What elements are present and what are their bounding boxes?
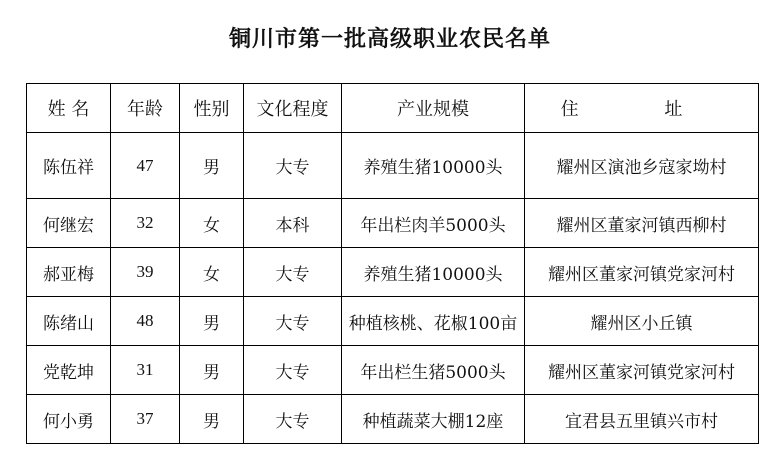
cell-age: 37 bbox=[111, 395, 180, 444]
cell-scale: 种植核桃、花椒100亩 bbox=[342, 297, 525, 346]
cell-name: 何小勇 bbox=[27, 395, 111, 444]
cell-age: 47 bbox=[111, 133, 180, 199]
cell-name: 陈绪山 bbox=[27, 297, 111, 346]
cell-education: 大专 bbox=[244, 297, 342, 346]
cell-name: 郝亚梅 bbox=[27, 248, 111, 297]
column-header-address: 住 址 bbox=[525, 84, 759, 133]
cell-scale: 养殖生猪10000头 bbox=[342, 248, 525, 297]
cell-age: 48 bbox=[111, 297, 180, 346]
table-row bbox=[27, 346, 759, 395]
cell-gender: 男 bbox=[180, 297, 244, 346]
cell-scale: 养殖生猪10000头 bbox=[342, 133, 525, 199]
table-header-row bbox=[27, 84, 759, 133]
cell-address: 耀州区小丘镇 bbox=[525, 297, 759, 346]
cell-address: 耀州区董家河镇党家河村 bbox=[525, 248, 759, 297]
cell-age: 39 bbox=[111, 248, 180, 297]
cell-gender: 男 bbox=[180, 346, 244, 395]
cell-age: 31 bbox=[111, 346, 180, 395]
cell-education: 大专 bbox=[244, 133, 342, 199]
cell-education: 大专 bbox=[244, 248, 342, 297]
cell-address: 耀州区董家河镇西柳村 bbox=[525, 199, 759, 248]
column-header-gender: 性别 bbox=[180, 84, 244, 133]
table-row bbox=[27, 395, 759, 444]
cell-address: 耀州区董家河镇党家河村 bbox=[525, 346, 759, 395]
table-row bbox=[27, 133, 759, 199]
cell-name: 何继宏 bbox=[27, 199, 111, 248]
column-header-age: 年龄 bbox=[111, 84, 180, 133]
cell-scale: 年出栏生猪5000头 bbox=[342, 346, 525, 395]
cell-gender: 女 bbox=[180, 248, 244, 297]
cell-name: 党乾坤 bbox=[27, 346, 111, 395]
cell-gender: 女 bbox=[180, 199, 244, 248]
column-header-education: 文化程度 bbox=[244, 84, 342, 133]
column-header-scale: 产业规模 bbox=[342, 84, 525, 133]
cell-scale: 年出栏肉羊5000头 bbox=[342, 199, 525, 248]
cell-age: 32 bbox=[111, 199, 180, 248]
table-row bbox=[27, 297, 759, 346]
cell-address: 宜君县五里镇兴市村 bbox=[525, 395, 759, 444]
cell-address: 耀州区演池乡寇家坳村 bbox=[525, 133, 759, 199]
document-title: 铜川市第一批高级职业农民名单 bbox=[228, 27, 551, 52]
cell-gender: 男 bbox=[180, 395, 244, 444]
cell-education: 大专 bbox=[244, 346, 342, 395]
cell-gender: 男 bbox=[180, 133, 244, 199]
farmer-roster-table bbox=[26, 83, 759, 444]
cell-scale: 种植蔬菜大棚12座 bbox=[342, 395, 525, 444]
column-header-name: 姓 名 bbox=[27, 84, 111, 133]
table-row bbox=[27, 199, 759, 248]
cell-name: 陈伍祥 bbox=[27, 133, 111, 199]
table-row bbox=[27, 248, 759, 297]
cell-education: 本科 bbox=[244, 199, 342, 248]
cell-education: 大专 bbox=[244, 395, 342, 444]
